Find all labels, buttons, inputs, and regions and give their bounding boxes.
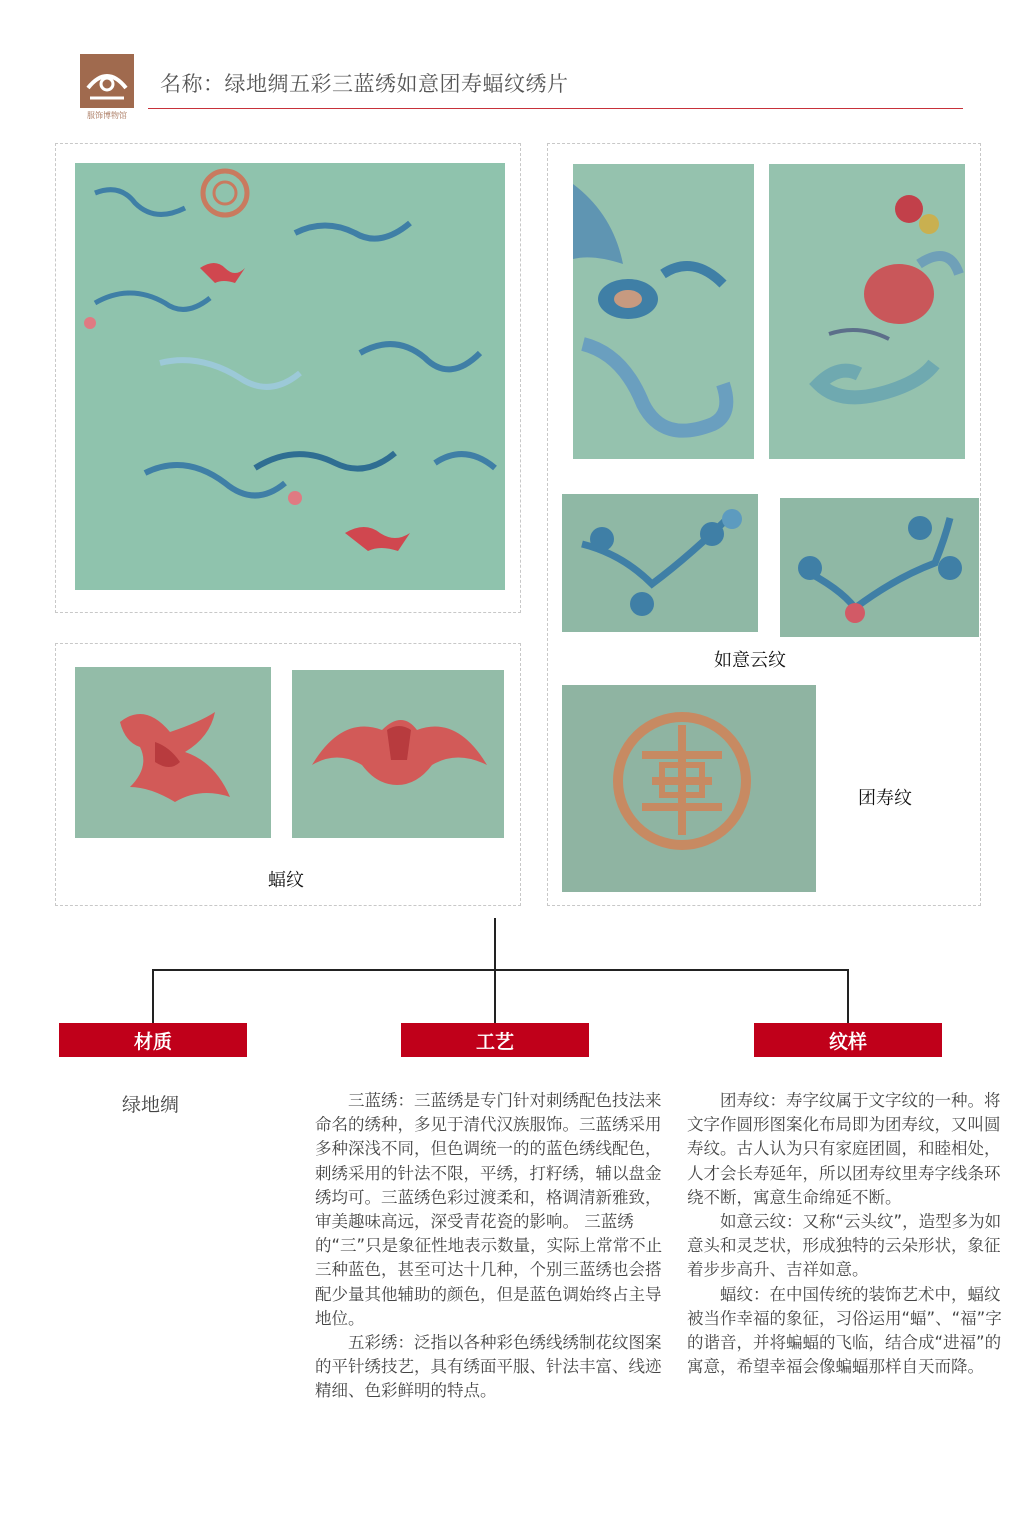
page-title: 名称：绿地绸五彩三蓝绣如意团寿蝠纹绣片	[160, 72, 569, 96]
tag-pattern: 纹样	[754, 1023, 942, 1057]
material-text: 绿地绸	[122, 1094, 180, 1116]
craft-description	[315, 1089, 667, 1404]
connector-right	[847, 969, 849, 1023]
bat-caption: 蝠纹	[268, 870, 304, 891]
logo-caption: 服饰博物馆	[87, 111, 127, 120]
title-divider	[148, 108, 963, 109]
pattern-description	[687, 1089, 1002, 1379]
pattern-paragraph-tuanshou: 团寿纹：寿字纹属于文字纹的一种。将文字作圆形图案化布局即为团寿纹，又叫圆寿纹。古人认为只有家庭团圆，和睦相处，人才会长寿延年，所以团寿纹里寿字线条环绕不断，寓意生命绵延不断。	[687, 1091, 1001, 1207]
craft-paragraph-wucai: 五彩绣：泛指以各种彩色绣线绣制花纹图案的平针绣技艺，具有绣面平服、针法丰富、线迹精细、色彩鲜明的特点。	[315, 1333, 662, 1401]
tag-material: 材质	[59, 1023, 247, 1057]
pattern-paragraph-ruyi: 如意云纹：又称“云头纹”，造型多为如意头和灵芝状，形成独特的云朵形状，象征着步步高升、吉祥如意。	[687, 1212, 1002, 1280]
flower-basket-detail-image	[769, 164, 965, 459]
tag-craft: 工艺	[401, 1023, 589, 1057]
embroidery-overview-image	[75, 163, 505, 590]
shou-caption: 团寿纹	[858, 788, 912, 809]
flower-detail-image	[573, 164, 754, 459]
pattern-paragraph-bat: 蝠纹：在中国传统的装饰艺术中，蝠纹被当作幸福的象征，习俗运用“蝠”、“福”字的谐音，并将蝙蝠的飞临，结合成“进福”的寓意，希望幸福会像蝙蝠那样自天而降。	[687, 1284, 1002, 1377]
connector-left	[152, 969, 154, 1023]
ruyi-cloud-image-2	[780, 498, 979, 637]
craft-paragraph-sanlan: 三蓝绣：三蓝绣是专门针对刺绣配色技法来命名的绣种，多见于清代汉族服饰。三蓝绣采用多种深浅不同，但色调统一的的蓝色绣线配色，刺绣采用的针法不限，平绣，打籽绣，辅以盘金绣均可。三蓝绣色彩过渡柔和，格调清新雅致，审美趣味高远，深受青花瓷的影响。 三蓝绣的“三”只是象征性地表示数量，实际上常常不止三种蓝色，甚至可达十几种，个别三蓝绣也会搭配少量其他辅助的颜色，但是蓝色调始终占主导地位。	[315, 1091, 663, 1328]
cloud-caption: 如意云纹	[714, 650, 786, 671]
bat-detail-image-1	[75, 667, 271, 838]
ruyi-cloud-image-1	[562, 494, 758, 632]
connector-branch	[152, 969, 849, 971]
tuanshou-image	[562, 685, 816, 892]
bat-detail-image-2	[292, 670, 504, 838]
museum-logo	[80, 54, 134, 108]
